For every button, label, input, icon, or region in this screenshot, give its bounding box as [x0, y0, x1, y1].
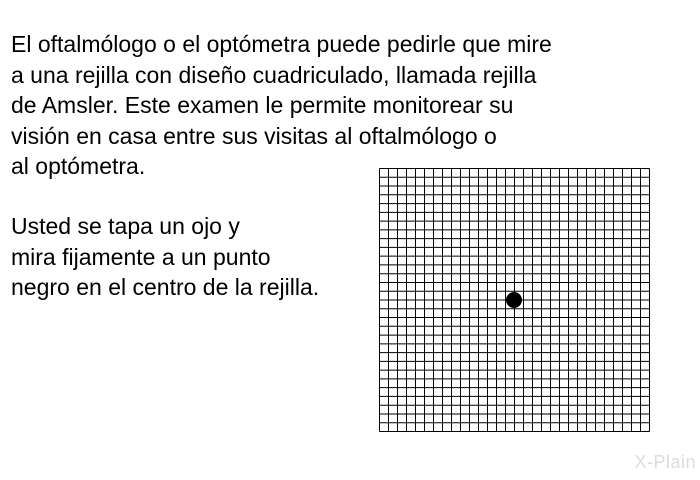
paragraph-line: al optómetra. — [11, 153, 146, 179]
paragraph-line: negro en el centro de la rejilla. — [11, 274, 320, 300]
instruction-paragraph — [11, 211, 319, 303]
xplain-logo: X-Plain — [634, 452, 696, 472]
paragraph-line: visión en casa entre sus visitas al oftalmólogo o — [11, 122, 497, 149]
paragraph-line: Usted se tapa un ojo y — [11, 213, 240, 239]
center-dot — [506, 292, 522, 308]
intro-paragraph — [11, 29, 552, 182]
amsler-grid — [379, 168, 650, 432]
paragraph-line: de Amsler. Este examen le permite monitorear su — [11, 92, 514, 118]
paragraph-line: a una rejilla con diseño cuadriculado, llamada rejilla — [11, 61, 537, 88]
paragraph-line: El oftalmólogo o el optómetra puede pedirle que mire — [11, 31, 552, 57]
paragraph-line: mira fijamente a un punto — [11, 243, 271, 270]
